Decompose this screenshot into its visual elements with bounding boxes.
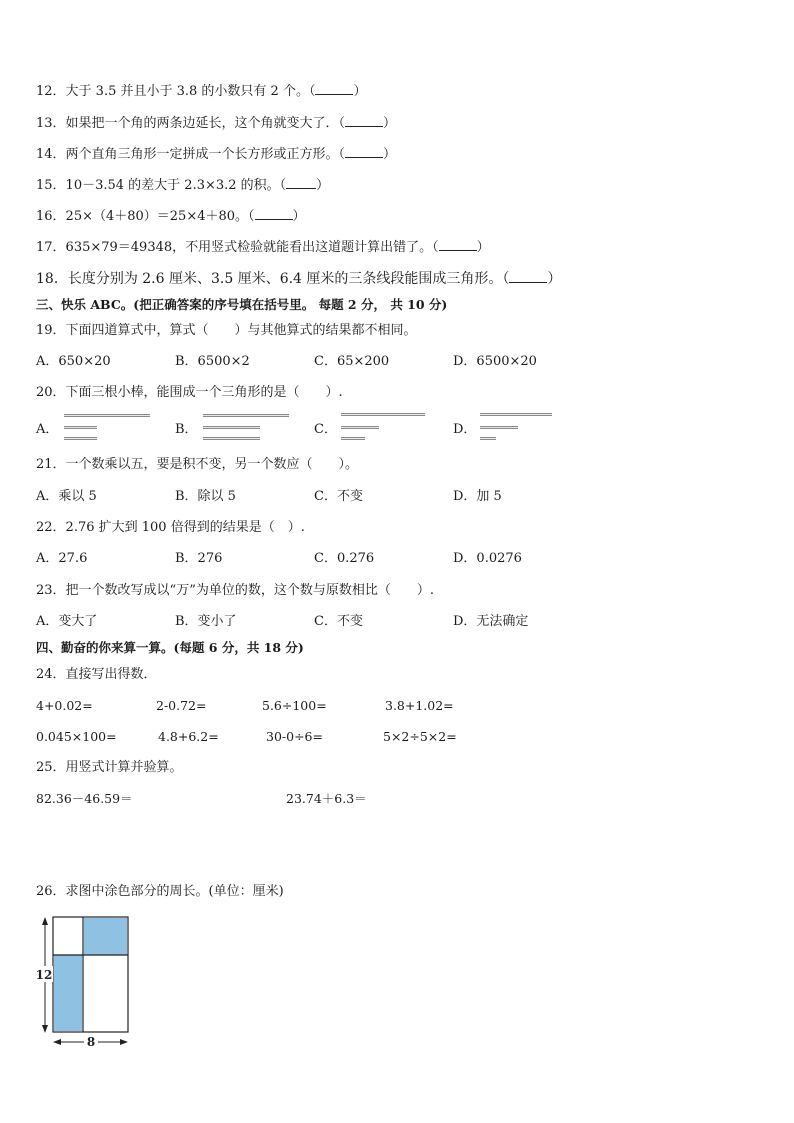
section-3-title: 三、快乐 ABC。(把正确答案的序号填在括号里。 每题 2 分， 共 10 分) <box>36 297 448 312</box>
question-15: 15．10－3.54 的差大于 2.3×3.2 的积。（ ） <box>36 178 330 193</box>
question-17: 17．635×79＝49348，不用竖式检验就能看出这道题计算出错了。（ ） <box>36 240 490 255</box>
question-24-stem: 24．直接写出得数． <box>36 667 157 682</box>
answer-blank-17[interactable] <box>439 238 477 251</box>
q19-option-b[interactable]: B．6500×2 <box>175 354 250 369</box>
q22-option-a[interactable]: A．27.6 <box>36 551 88 566</box>
q20-option-d[interactable]: D． <box>453 422 477 437</box>
stick-d-mid <box>480 426 518 429</box>
q24-expr-7: 30-0÷6= <box>266 729 323 744</box>
question-26-stem: 26．求图中涂色部分的周长。(单位：厘米) <box>36 884 284 899</box>
answer-blank-13[interactable] <box>345 114 383 127</box>
shaded-top-right <box>84 918 127 955</box>
arrow-down-icon <box>42 1025 48 1033</box>
section-4-title: 四、勤奋的你来算一算。(每题 6 分，共 18 分) <box>36 640 304 655</box>
q25-expr-2: 23.74＋6.3＝ <box>286 791 367 806</box>
q19-option-d[interactable]: D．6500×20 <box>453 354 537 369</box>
stick-c-short <box>341 437 365 440</box>
answer-blank-12[interactable] <box>315 82 353 95</box>
q20-option-c[interactable]: C． <box>314 422 337 437</box>
stick-c-mid <box>341 426 379 429</box>
q24-expr-4: 3.8+1.02= <box>385 698 454 713</box>
stick-b-long <box>203 414 289 417</box>
q21-option-b[interactable]: B．除以 5 <box>175 489 236 504</box>
q23-option-d[interactable]: D．无法确定 <box>453 614 529 629</box>
q23-option-a[interactable]: A．变大了 <box>36 614 98 629</box>
answer-blank-14[interactable] <box>345 145 383 158</box>
stick-d-short <box>480 437 496 440</box>
q25-expr-1: 82.36－46.59＝ <box>36 791 133 806</box>
q24-expr-8: 5×2÷5×2= <box>383 729 457 744</box>
q24-expr-1: 4+0.02= <box>36 698 93 713</box>
q21-option-c[interactable]: C．不变 <box>314 489 363 504</box>
arrow-up-icon <box>42 917 48 925</box>
question-20-stem: 20．下面三根小棒，能围成一个三角形的是（ ）. <box>36 385 343 400</box>
answer-blank-15[interactable] <box>286 176 316 189</box>
question-25-stem: 25．用竖式计算并验算。 <box>36 760 183 775</box>
question-14: 14．两个直角三角形一定拼成一个长方形或正方形。（ ） <box>36 147 397 162</box>
question-14-text: 14．两个直角三角形一定拼成一个长方形或正方形。（ <box>36 147 346 162</box>
question-18-text: 18．长度分别为 2.6 厘米、3.5 厘米、6.4 厘米的三条线段能围成三角形。（ <box>36 271 510 287</box>
stick-b-short <box>203 437 260 440</box>
question-13: 13．如果把一个角的两条边延长，这个角就变大了．（ ） <box>36 116 397 131</box>
q22-option-c[interactable]: C．0.276 <box>314 551 375 566</box>
q24-expr-3: 5.6÷100= <box>262 698 327 713</box>
q20-option-a[interactable]: A． <box>36 422 59 437</box>
question-12: 12．大于 3.5 并且小于 3.8 的小数只有 2 个。（ ） <box>36 84 367 99</box>
arrow-right-icon <box>120 1039 128 1045</box>
stick-c-long <box>341 413 425 416</box>
question-15-text: 15．10－3.54 的差大于 2.3×3.2 的积。（ <box>36 178 287 193</box>
q24-expr-6: 4.8+6.2= <box>158 729 219 744</box>
q19-option-a[interactable]: A．650×20 <box>36 354 111 369</box>
question-13-text: 13．如果把一个角的两条边延长，这个角就变大了．（ <box>36 116 346 131</box>
question-16: 16．25×（4＋80）＝25×4＋80。（ ） <box>36 209 306 224</box>
height-label: 12 <box>35 968 53 982</box>
stick-d-long <box>480 413 552 416</box>
answer-blank-18[interactable] <box>509 270 547 283</box>
stick-a-long <box>64 414 150 417</box>
shaded-bottom-left <box>54 955 82 1031</box>
perimeter-figure <box>30 912 142 1048</box>
q23-option-b[interactable]: B．变小了 <box>175 614 237 629</box>
question-17-text: 17．635×79＝49348，不用竖式检验就能看出这道题计算出错了。（ <box>36 240 439 255</box>
q23-option-c[interactable]: C．不变 <box>314 614 363 629</box>
stick-a-short <box>64 437 97 440</box>
question-21-stem: 21．一个数乘以五，要是积不变，另一个数应（ ）。 <box>36 457 359 472</box>
arrow-left-icon <box>53 1039 61 1045</box>
q22-option-d[interactable]: D．0.0276 <box>453 551 522 566</box>
width-label: 8 <box>86 1035 96 1048</box>
q19-option-c[interactable]: C．65×200 <box>314 354 390 369</box>
question-22-stem: 22．2.76 扩大到 100 倍得到的结果是（ ）. <box>36 520 305 535</box>
q21-option-d[interactable]: D．加 5 <box>453 489 502 504</box>
q20-option-b[interactable]: B． <box>175 422 198 437</box>
stick-a-mid <box>64 426 97 429</box>
question-12-text: 12．大于 3.5 并且小于 3.8 的小数只有 2 个。（ <box>36 84 316 99</box>
q21-option-a[interactable]: A．乘以 5 <box>36 489 97 504</box>
stick-b-mid <box>203 426 260 429</box>
question-16-text: 16．25×（4＋80）＝25×4＋80。（ <box>36 209 255 224</box>
q24-expr-2: 2-0.72= <box>156 698 207 713</box>
question-23-stem: 23．把一个数改写成以“万”为单位的数，这个数与原数相比（ ）. <box>36 583 434 598</box>
q22-option-b[interactable]: B．276 <box>175 551 223 566</box>
question-19-stem: 19．下面四道算式中，算式（ ）与其他算式的结果都不相同。 <box>36 323 417 338</box>
q24-expr-5: 0.045×100= <box>36 729 117 744</box>
question-18: 18．长度分别为 2.6 厘米、3.5 厘米、6.4 厘米的三条线段能围成三角形。（ ） <box>36 271 562 287</box>
answer-blank-16[interactable] <box>255 207 293 220</box>
